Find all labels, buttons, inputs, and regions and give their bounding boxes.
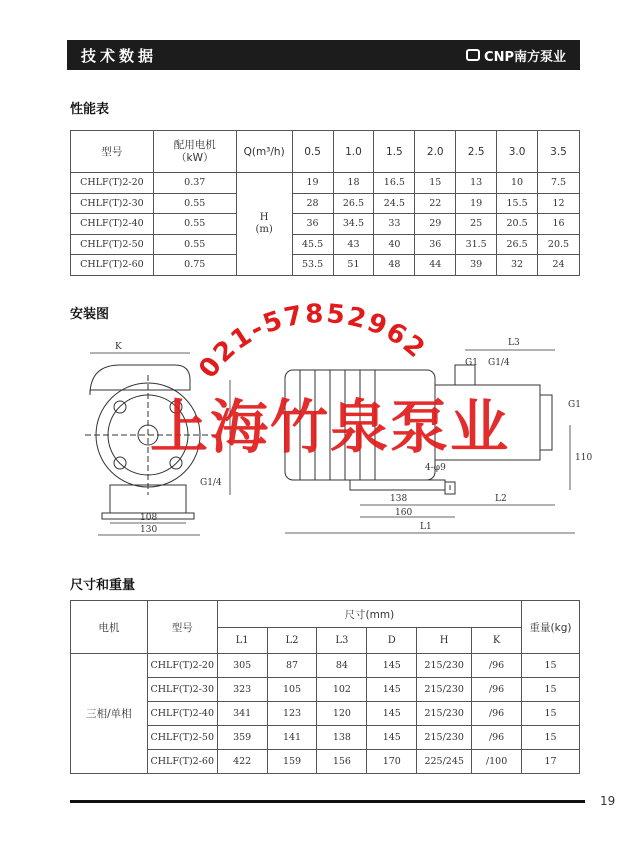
- dims-model: CHLF(T)2-30: [147, 678, 217, 702]
- perf-header-model: 型号: [71, 131, 154, 173]
- perf-head-value: 51: [333, 255, 374, 276]
- perf-head-value: 48: [374, 255, 415, 276]
- dims-value: 84: [317, 654, 367, 678]
- perf-head-value: 20.5: [538, 234, 580, 255]
- watermark-phone-text: 021-57852962: [193, 299, 432, 384]
- dim-label-g14-top: G1/4: [488, 358, 510, 368]
- dims-value: 215/230: [417, 654, 472, 678]
- dim-label-k: K: [115, 342, 122, 352]
- dims-weight: 15: [522, 654, 580, 678]
- perf-header-motor: 配用电机 （kW）: [153, 131, 236, 173]
- dims-value: 145: [367, 678, 417, 702]
- perf-head-value: 19: [456, 193, 497, 214]
- dims-col-h: H: [417, 628, 472, 654]
- dims-value: 141: [267, 726, 317, 750]
- dims-value: 87: [267, 654, 317, 678]
- dim-label-g1-top: G1: [465, 358, 478, 368]
- perf-head-value: 15: [415, 173, 456, 194]
- dims-header-size: 尺寸(mm): [217, 601, 521, 628]
- dims-value: 359: [217, 726, 267, 750]
- page-number: 19: [600, 794, 616, 808]
- dim-label-108: 108: [140, 513, 158, 523]
- perf-header-flow: 3.5: [538, 131, 580, 173]
- perf-model: CHLF(T)2-60: [71, 255, 154, 276]
- dim-label-g1-right: G1: [568, 400, 581, 410]
- perf-head-value: 45.5: [292, 234, 333, 255]
- dims-value: 341: [217, 702, 267, 726]
- dims-value: 120: [317, 702, 367, 726]
- dimensions-section-title: 尺寸和重量: [70, 578, 136, 593]
- footer-rule: [70, 800, 585, 803]
- dim-label-138: 138: [390, 494, 408, 504]
- dims-value: 145: [367, 702, 417, 726]
- perf-head-value: 7.5: [538, 173, 580, 194]
- perf-head-value: 26.5: [497, 234, 538, 255]
- perf-kw: 0.55: [153, 214, 236, 235]
- dims-col-l3: L3: [317, 628, 367, 654]
- dims-col-l1: L1: [217, 628, 267, 654]
- dims-weight: 17: [522, 750, 580, 774]
- perf-head-value: 16: [538, 214, 580, 235]
- dims-col-d: D: [367, 628, 417, 654]
- table-row: [71, 750, 580, 774]
- perf-head-value: 53.5: [292, 255, 333, 276]
- perf-model: CHLF(T)2-20: [71, 173, 154, 194]
- dims-value: /96: [472, 726, 522, 750]
- dims-value: /100: [472, 750, 522, 774]
- dim-label-160: 160: [395, 508, 413, 518]
- dimensions-table: [70, 600, 580, 774]
- dims-col-l2: L2: [267, 628, 317, 654]
- perf-head-value: 24.5: [374, 193, 415, 214]
- brand-name: CNP南方泵业: [484, 49, 566, 65]
- perf-head-value: 16.5: [374, 173, 415, 194]
- dims-value: 156: [317, 750, 367, 774]
- perf-header-flow: 1.0: [333, 131, 374, 173]
- dim-label-g14-left: G1/4: [200, 478, 222, 488]
- dims-value: 102: [317, 678, 367, 702]
- dim-label-130: 130: [140, 525, 158, 535]
- dims-value: 323: [217, 678, 267, 702]
- table-row: [71, 702, 580, 726]
- dims-value: 225/245: [417, 750, 472, 774]
- perf-head-value: 20.5: [497, 214, 538, 235]
- table-row: [71, 678, 580, 702]
- perf-head-value: 26.5: [333, 193, 374, 214]
- perf-head-value: 31.5: [456, 234, 497, 255]
- dims-header-weight: 重量(kg): [522, 601, 580, 654]
- dim-label-110: 110: [575, 453, 593, 463]
- perf-model: CHLF(T)2-30: [71, 193, 154, 214]
- dims-value: 215/230: [417, 702, 472, 726]
- dims-value: /96: [472, 702, 522, 726]
- perf-header-flow: 0.5: [292, 131, 333, 173]
- perf-head-value: 36: [415, 234, 456, 255]
- perf-kw: 0.55: [153, 234, 236, 255]
- perf-head-value: 33: [374, 214, 415, 235]
- perf-header-flow: 1.5: [374, 131, 415, 173]
- dims-value: 159: [267, 750, 317, 774]
- dims-header-model: 型号: [147, 601, 217, 654]
- perf-head-value: 10: [497, 173, 538, 194]
- dims-header-motor: 电机: [71, 601, 148, 654]
- dims-value: 170: [367, 750, 417, 774]
- perf-header-h: H (m): [236, 173, 292, 276]
- perf-head-value: 36: [292, 214, 333, 235]
- dims-weight: 15: [522, 678, 580, 702]
- dims-value: 215/230: [417, 726, 472, 750]
- svg-text:021-57852962: [193, 299, 431, 384]
- perf-head-value: 28: [292, 193, 333, 214]
- table-row: [71, 654, 580, 678]
- dims-value: 422: [217, 750, 267, 774]
- dims-value: 105: [267, 678, 317, 702]
- perf-head-value: 43: [333, 234, 374, 255]
- perf-head-value: 44: [415, 255, 456, 276]
- perf-head-value: 32: [497, 255, 538, 276]
- dims-value: 145: [367, 726, 417, 750]
- dims-value: 305: [217, 654, 267, 678]
- dims-model: CHLF(T)2-40: [147, 702, 217, 726]
- install-section-title: 安装图: [70, 307, 110, 322]
- page-header-title: 技术数据: [81, 46, 158, 65]
- perf-head-value: 18: [333, 173, 374, 194]
- perf-head-value: 29: [415, 214, 456, 235]
- perf-model: CHLF(T)2-40: [71, 214, 154, 235]
- dims-value: 145: [367, 654, 417, 678]
- performance-section-title: 性能表: [70, 102, 110, 117]
- dim-label-holes: 4-φ9: [425, 463, 446, 473]
- dims-weight: 15: [522, 702, 580, 726]
- dim-label-l2: L2: [495, 494, 507, 504]
- dims-value: /96: [472, 654, 522, 678]
- perf-kw: 0.37: [153, 173, 236, 194]
- perf-model: CHLF(T)2-50: [71, 234, 154, 255]
- perf-head-value: 24: [538, 255, 580, 276]
- dims-col-k: K: [472, 628, 522, 654]
- perf-kw: 0.75: [153, 255, 236, 276]
- perf-header-flow: 2.0: [415, 131, 456, 173]
- perf-header-flow: 2.5: [456, 131, 497, 173]
- dim-label-l3: L3: [508, 338, 520, 348]
- perf-head-value: 39: [456, 255, 497, 276]
- dims-weight: 15: [522, 726, 580, 750]
- watermark-company-name: 上海竹泉泵业: [150, 393, 511, 461]
- dims-model: CHLF(T)2-60: [147, 750, 217, 774]
- dims-model: CHLF(T)2-20: [147, 654, 217, 678]
- dims-model: CHLF(T)2-50: [147, 726, 217, 750]
- perf-head-value: 13: [456, 173, 497, 194]
- perf-kw: 0.55: [153, 193, 236, 214]
- perf-head-value: 34.5: [333, 214, 374, 235]
- perf-head-value: 15.5: [497, 193, 538, 214]
- dims-value: /96: [472, 678, 522, 702]
- perf-head-value: 25: [456, 214, 497, 235]
- dims-motor-type: 三相/单相: [71, 654, 148, 774]
- table-row: [71, 726, 580, 750]
- perf-head-value: 22: [415, 193, 456, 214]
- perf-head-value: 19: [292, 173, 333, 194]
- perf-head-value: 40: [374, 234, 415, 255]
- dims-value: 138: [317, 726, 367, 750]
- dim-label-l1: L1: [420, 522, 432, 532]
- perf-head-value: 12: [538, 193, 580, 214]
- perf-header-q: Q(m³/h): [236, 131, 292, 173]
- perf-header-flow: 3.0: [497, 131, 538, 173]
- dims-value: 215/230: [417, 678, 472, 702]
- dims-value: 123: [267, 702, 317, 726]
